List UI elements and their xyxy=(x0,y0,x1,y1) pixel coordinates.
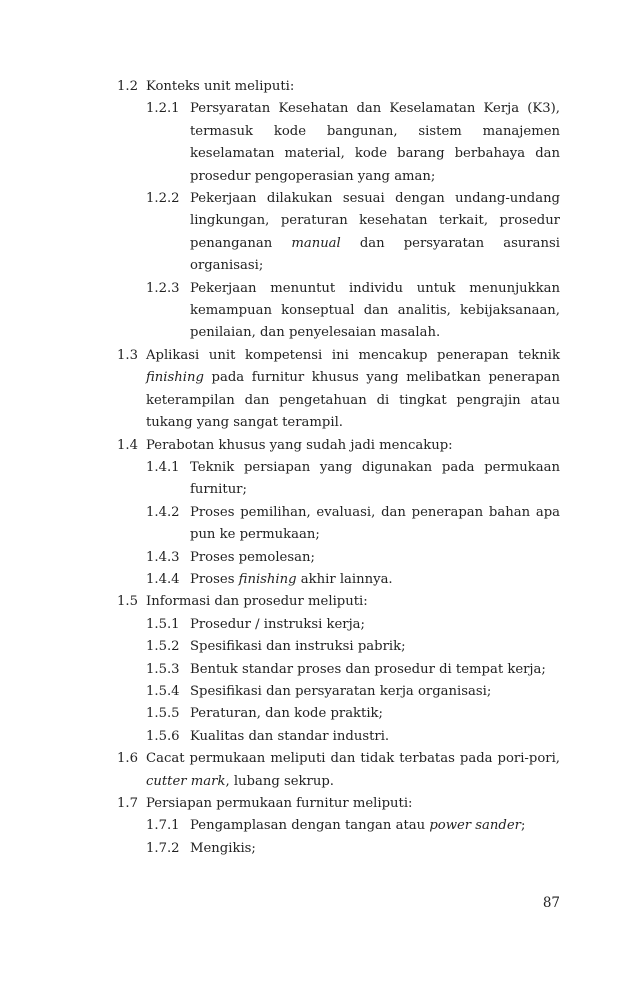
sub-list-item xyxy=(117,636,560,658)
item-number: 1.4.2 xyxy=(146,504,180,520)
item-number: 1.5.2 xyxy=(146,639,180,655)
text-segment: Aplikasi unit kompetensi ini mencakup penerapan teknik xyxy=(146,347,560,363)
text-segment: Pekerjaan menuntut individu untuk menunjukkan kemampuan konseptual dan analitis, kebijaksanaan, penilaian, dan penyelesaian masalah. xyxy=(190,280,560,341)
item-text xyxy=(146,435,560,457)
text-segment: Pengamplasan dengan tangan atau xyxy=(190,818,430,834)
item-number: 1.4.4 xyxy=(146,571,180,587)
item-number: 1.3 xyxy=(117,347,138,363)
item-text xyxy=(190,547,560,569)
text-segment: Konteks unit meliputi: xyxy=(146,79,295,94)
item-text xyxy=(190,569,560,591)
italic-term: finishing xyxy=(238,571,297,587)
item-number: 1.5.5 xyxy=(146,706,180,722)
text-segment: Persiapan permukaan furnitur meliputi: xyxy=(146,796,413,811)
list-item xyxy=(117,345,560,435)
item-number: 1.2 xyxy=(117,79,138,94)
text-segment: Proses xyxy=(190,571,239,587)
item-number: 1.4.3 xyxy=(146,549,180,565)
text-segment: dan persyaratan asuransi organisasi; xyxy=(190,235,560,274)
sub-list-item xyxy=(117,278,560,345)
text-segment: Pekerjaan dilakukan sesuai dengan undang-undang lingkungan, peraturan kesehatan terkait, prosedur penanganan xyxy=(190,191,560,251)
item-text xyxy=(190,681,560,703)
italic-term: manual xyxy=(291,235,341,251)
sub-list-item xyxy=(117,614,560,636)
item-text xyxy=(146,793,560,815)
item-number: 1.6 xyxy=(117,751,138,767)
item-number: 1.5 xyxy=(117,594,138,610)
item-number: 1.7.2 xyxy=(146,840,180,856)
item-text xyxy=(190,457,560,502)
item-number: 1.5.4 xyxy=(146,683,180,699)
item-text xyxy=(146,591,560,613)
sub-list-item xyxy=(117,838,560,860)
item-number: 1.4 xyxy=(117,437,138,453)
text-segment: , lubang sekrup. xyxy=(225,773,334,789)
sub-list-item xyxy=(117,703,560,725)
text-segment: Teknik persiapan yang digunakan pada permukaan furnitur; xyxy=(190,459,560,498)
item-text xyxy=(190,703,560,725)
sub-list-item xyxy=(117,569,560,591)
text-segment: Bentuk standar proses dan prosedur di tempat kerja; xyxy=(190,661,546,677)
text-segment: Persyaratan Kesehatan dan Keselamatan Kerja (K3), termasuk kode bangunan, sistem manajemen keselamatan material, kode barang berbahaya dan prosedur pengoperasian yang aman; xyxy=(190,101,560,184)
item-number: 1.5.3 xyxy=(146,661,180,677)
text-segment: Spesifikasi dan persyaratan kerja organisasi; xyxy=(190,683,492,699)
text-segment: Kualitas dan standar industri. xyxy=(190,728,390,744)
list-item xyxy=(117,793,560,815)
item-text xyxy=(190,838,560,860)
text-segment: Informasi dan prosedur meliputi: xyxy=(146,594,368,610)
item-number: 1.7 xyxy=(117,796,138,811)
item-number: 1.4.1 xyxy=(146,459,180,475)
item-text xyxy=(146,76,560,98)
text-segment: Prosedur / instruksi kerja; xyxy=(190,616,365,632)
item-text xyxy=(190,636,560,658)
text-segment: pada furnitur khusus yang melibatkan penerapan keterampilan dan pengetahuan di tingkat pengrajin atau tukang yang sangat terampil. xyxy=(146,370,560,431)
sub-list-item xyxy=(117,98,560,188)
text-segment: Mengikis; xyxy=(190,840,256,856)
item-number: 1.2.2 xyxy=(146,191,180,207)
text-segment: Perabotan khusus yang sudah jadi mencakup: xyxy=(146,437,453,453)
item-number: 1.7.1 xyxy=(146,818,180,834)
text-segment: Cacat permukaan meliputi dan tidak terbatas pada pori-pori, xyxy=(146,751,560,767)
sub-list-item xyxy=(117,502,560,547)
list-item xyxy=(117,748,560,793)
sub-list-item xyxy=(117,681,560,703)
text-segment: Peraturan, dan kode praktik; xyxy=(190,706,383,722)
item-text xyxy=(190,614,560,636)
sub-list-item xyxy=(117,726,560,748)
list-item xyxy=(117,591,560,613)
item-text xyxy=(190,98,560,188)
item-text xyxy=(190,502,560,547)
item-number: 1.5.6 xyxy=(146,728,180,744)
sub-list-item xyxy=(117,188,560,278)
sub-list-item xyxy=(117,815,560,837)
item-text xyxy=(190,815,560,837)
italic-term: finishing xyxy=(146,370,204,386)
item-number: 1.2.3 xyxy=(146,280,180,296)
list-item xyxy=(117,435,560,457)
text-segment: Spesifikasi dan instruksi pabrik; xyxy=(190,639,406,655)
item-number: 1.2.1 xyxy=(146,101,180,117)
sub-list-item xyxy=(117,547,560,569)
item-text xyxy=(146,748,560,793)
item-text xyxy=(190,726,560,748)
item-text xyxy=(190,278,560,345)
list-item xyxy=(117,76,560,98)
page-number: 87 xyxy=(542,895,560,911)
item-number: 1.5.1 xyxy=(146,616,180,632)
text-segment: Proses pemolesan; xyxy=(190,549,315,565)
italic-term: power sander xyxy=(429,818,521,834)
text-segment: akhir lainnya. xyxy=(296,571,393,587)
text-segment: ; xyxy=(520,818,526,834)
italic-term: cutter mark xyxy=(146,773,226,789)
item-text xyxy=(190,188,560,278)
text-segment: Proses pemilihan, evaluasi, dan penerapan bahan apa pun ke permukaan; xyxy=(190,504,560,543)
item-text xyxy=(146,345,560,435)
sub-list-item xyxy=(117,659,560,681)
numbered-list xyxy=(117,76,560,860)
item-text xyxy=(190,659,560,681)
sub-list-item xyxy=(117,457,560,502)
